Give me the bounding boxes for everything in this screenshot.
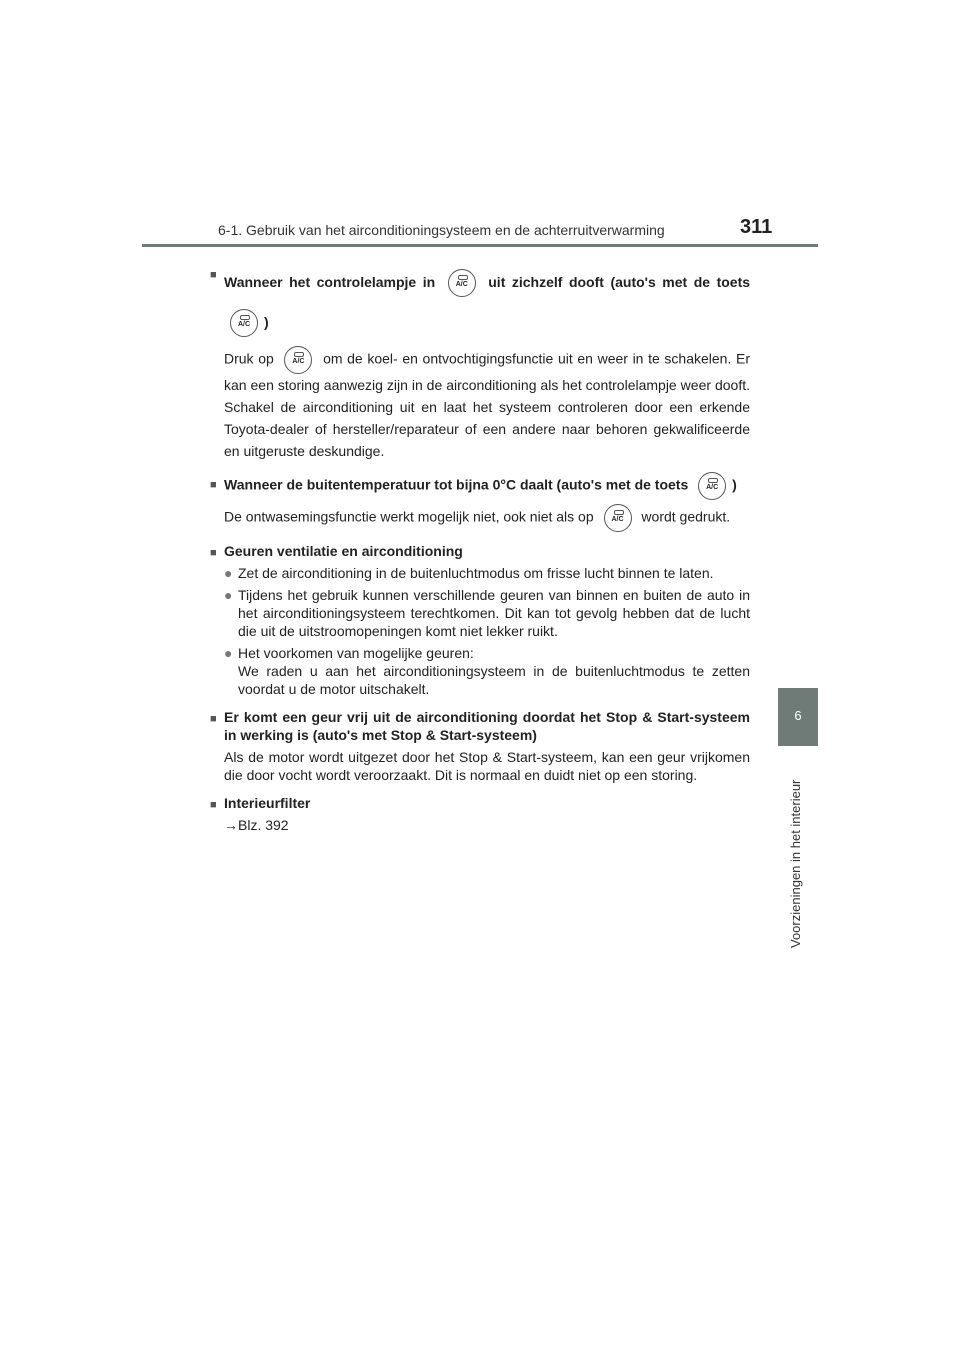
chapter-label-text: Voorzieningen in het interieur (788, 779, 803, 948)
section-ac-lamp (210, 262, 750, 462)
header-rule (142, 244, 818, 247)
chapter-label (786, 760, 802, 950)
list-item: ● Het voorkomen van mogelijke geuren: We raden u aan het airconditioningsysteem in de buitenluchtmodus te zetten voordat u de motor uitschakelt. (224, 645, 750, 697)
section-square-icon: ■ (210, 547, 217, 559)
page-content (210, 262, 750, 844)
ac-button-icon: A/C (284, 346, 312, 374)
bullet-icon: ● (224, 645, 233, 661)
section-odors (210, 542, 750, 698)
section-title: Wanneer het controlelampje in A/C uit zichzelf dooft (auto's met de toets A/C ) (224, 262, 750, 342)
ac-button-icon: A/C (448, 269, 476, 297)
section-title: Interieurfilter (224, 795, 311, 811)
section-title: Geuren ventilatie en airconditioning (224, 543, 463, 559)
ac-button-icon: A/C (604, 504, 632, 532)
header-title: 6-1. Gebruik van het airconditioningsysteem en de achterruitverwarming (218, 222, 665, 238)
list-item: ● Zet de airconditioning in de buitenluchtmodus om frisse lucht binnen te laten. (224, 565, 714, 581)
section-title: Er komt een geur vrij uit de airconditioning doordat het Stop & Start-systeem in werking is (auto's met Stop & Start-systeem) (224, 709, 750, 743)
ac-button-icon: A/C (230, 309, 258, 337)
section-square-icon: ■ (210, 713, 217, 725)
list-item: ● Tijdens het gebruik kunnen verschillende geuren van binnen en buiten de auto in het airconditioningsysteem terechtkomen. Dit kan tot gevolg hebben dat de lucht die uit de uitstroomopeningen komt niet lekker ruikt. (224, 587, 750, 639)
chapter-number: 6 (794, 708, 802, 723)
section-square-icon: ■ (210, 269, 217, 281)
section-stop-start-odor (210, 708, 750, 784)
page-reference-link[interactable]: →Blz. 392 (224, 817, 289, 833)
bullet-icon: ● (224, 587, 233, 603)
section-interior-filter (210, 794, 750, 834)
section-square-icon: ■ (210, 479, 217, 491)
section-square-icon: ■ (210, 799, 217, 811)
section-title: Wanneer de buitentemperatuur tot bijna 0°C daalt (auto's met de toets A/C ) (224, 472, 750, 500)
section-outside-temperature (210, 472, 750, 532)
bullet-icon: ● (224, 565, 233, 581)
section-paragraph: Druk op A/C om de koel- en ontvochtigingsfunctie uit en weer in te schakelen. Er kan een storing aanwezig zijn in de airconditioning als het controlelampje weer dooft. Schakel de airconditioning uit en laat het systeem controleren door een erkende Toyota-dealer of hersteller/reparateur of een andere naar behoren gekwalificeerde en uitgeruste deskundige. (224, 346, 750, 462)
page-number: 311 (740, 216, 773, 238)
section-paragraph: De ontwasemingsfunctie werkt mogelijk niet, ook niet als op A/C wordt gedrukt. (224, 504, 750, 532)
chapter-tab[interactable] (778, 688, 818, 746)
section-paragraph: Als de motor wordt uitgezet door het Stop & Start-systeem, kan een geur vrijkomen die door vocht wordt veroorzaakt. Dit is normaal en duidt niet op een storing. (224, 749, 750, 783)
ac-button-icon: A/C (698, 472, 726, 500)
